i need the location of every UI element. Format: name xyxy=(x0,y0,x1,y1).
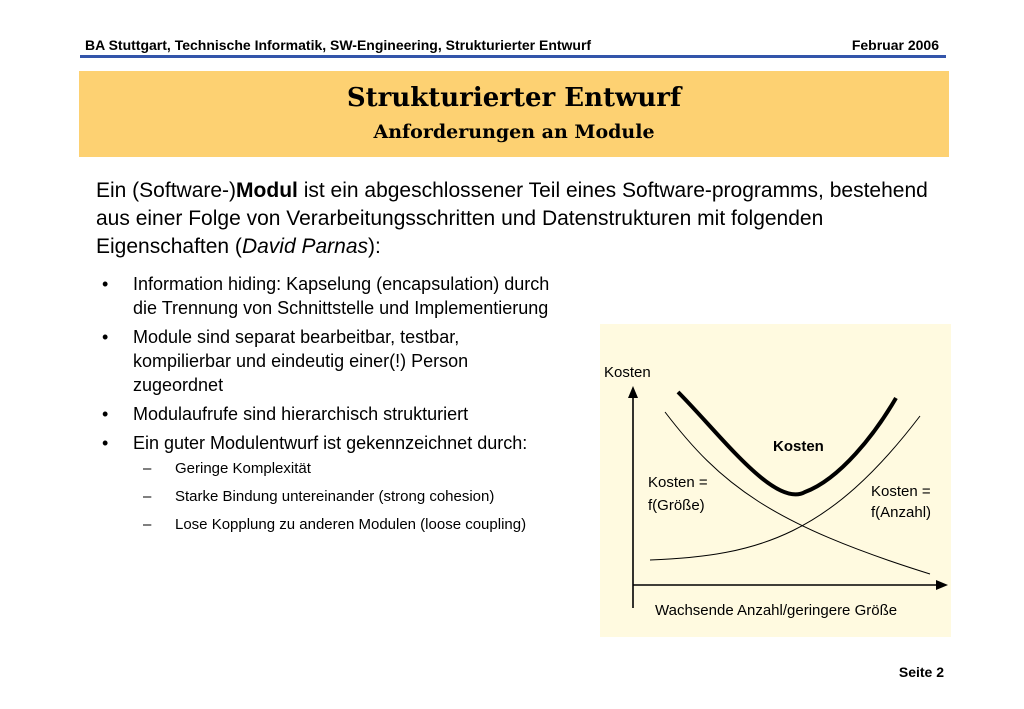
list-item xyxy=(102,325,562,397)
list-item xyxy=(102,402,562,426)
cost-chart xyxy=(600,324,951,637)
cost-chart-svg xyxy=(600,324,951,637)
intro-text-1: Ein (Software-) xyxy=(96,179,237,202)
x-axis-label: Wachsende Anzahl/geringere Größe xyxy=(655,602,898,619)
page-number: Seite 2 xyxy=(898,664,944,680)
list-item-text: Modulaufrufe sind hierarchisch strukturiert xyxy=(133,404,469,424)
total-cost-label: Kosten xyxy=(773,438,824,455)
header-title: BA Stuttgart, Technische Informatik, SW-Engineering, Strukturierter Entwurf xyxy=(85,37,592,53)
count-cost-label-line1: Kosten = xyxy=(871,483,931,500)
title-banner xyxy=(79,71,949,157)
intro-text-2: ist ein abgeschlossener Teil eines Software-programms, bestehend aus einer Folge von Verarbeitungsschritten und Datenstrukturen mit folgenden Eigenschaften ( xyxy=(96,179,928,258)
intro-bold-term: Modul xyxy=(236,179,298,202)
y-axis-label: Kosten xyxy=(604,364,651,381)
header-divider xyxy=(80,55,946,58)
header-date: Februar 2006 xyxy=(851,37,939,53)
bullet-marker: • xyxy=(102,327,109,347)
size-cost-label-line1: Kosten = xyxy=(648,474,708,491)
list-item-text: Ein guter Modulentwurf ist gekennzeichnet durch: xyxy=(133,433,528,453)
list-item-text: Module sind separat bearbeitbar, testbar, kompilierbar und eindeutig einer(!) Person zugeordnet xyxy=(133,327,469,395)
slide-subtitle: Anforderungen an Module xyxy=(373,121,655,143)
x-axis-arrow xyxy=(936,580,948,590)
dash-marker: – xyxy=(143,460,152,477)
list-item xyxy=(102,431,562,535)
intro-author: David Parnas xyxy=(241,235,368,258)
sub-list-item xyxy=(133,487,562,507)
list-item xyxy=(102,272,562,320)
sub-list-item-text: Lose Kopplung zu anderen Modulen (loose coupling) xyxy=(175,516,527,533)
sub-list-item-text: Geringe Komplexität xyxy=(175,460,311,477)
list-item-text: Information hiding: Kapselung (encapsulation) durch die Trennung von Schnittstelle und Implementierung xyxy=(133,274,550,318)
sub-list-item xyxy=(133,459,562,479)
requirements-list xyxy=(102,272,562,543)
sub-list xyxy=(133,459,562,535)
intro-paragraph xyxy=(96,177,946,261)
bullet-marker: • xyxy=(102,433,109,453)
sub-list-item xyxy=(133,515,562,535)
dash-marker: – xyxy=(143,516,152,533)
count-cost-label-line2: f(Anzahl) xyxy=(871,504,932,521)
sub-list-item-text: Starke Bindung untereinander (strong cohesion) xyxy=(175,488,495,505)
bullet-marker: • xyxy=(102,404,109,424)
slide-title: Strukturierter Entwurf xyxy=(346,83,682,113)
dash-marker: – xyxy=(143,488,152,505)
y-axis-arrow xyxy=(628,386,638,398)
bullet-marker: • xyxy=(102,274,109,294)
size-cost-label-line2: f(Größe) xyxy=(648,497,705,514)
intro-text-3: ): xyxy=(368,235,381,258)
